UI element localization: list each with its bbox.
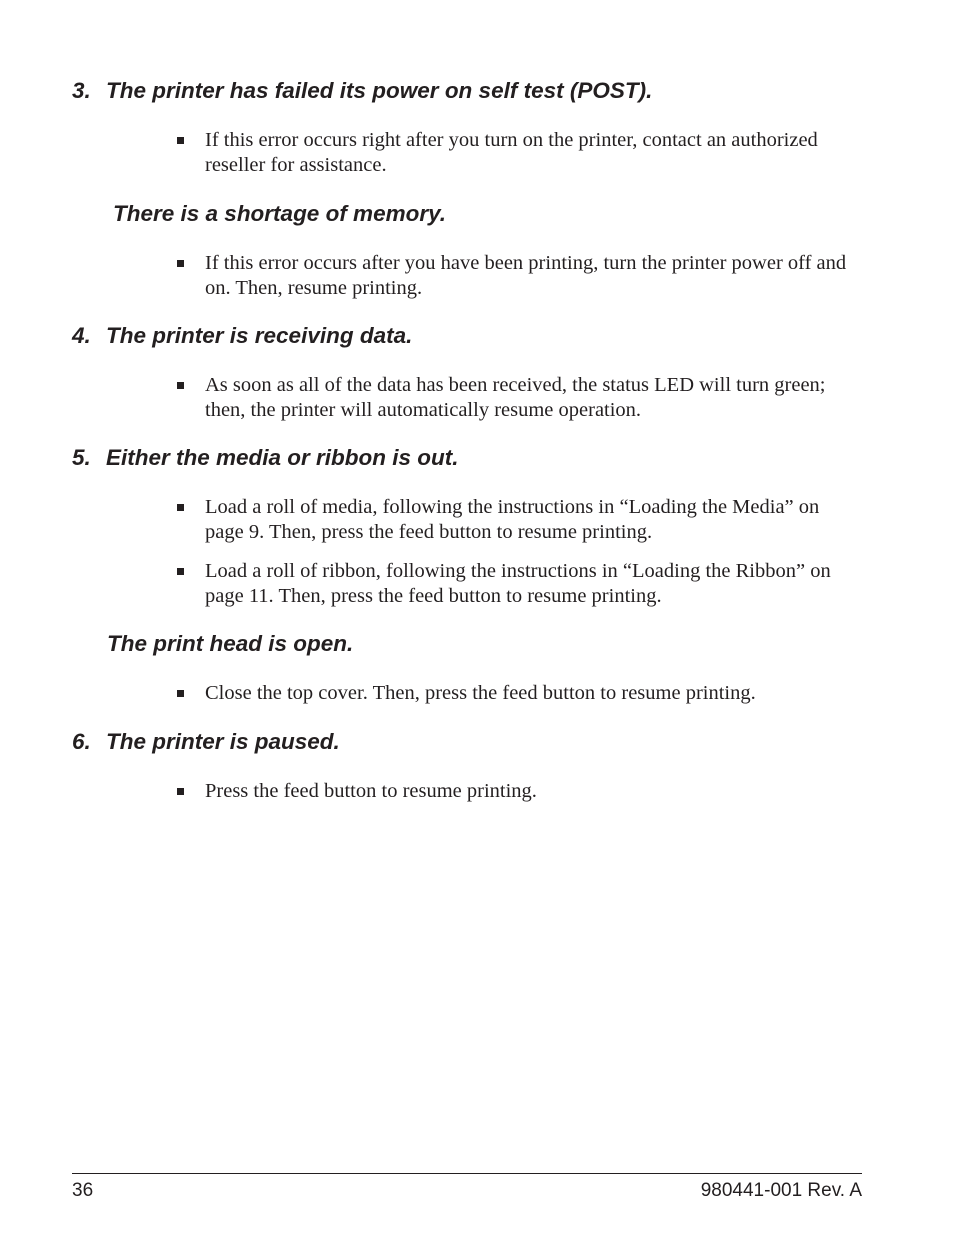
section-title: The printer is paused. <box>106 729 340 754</box>
list-item-text: Load a roll of ribbon, following the instructions in “Loading the Ribbon” on page 11. Then, press the feed button to resume printing. <box>205 560 831 607</box>
list-item <box>175 373 855 422</box>
list-item-text: Close the top cover. Then, press the feed button to resume printing. <box>205 682 756 704</box>
list-item <box>175 251 855 300</box>
list-item <box>175 681 855 706</box>
list-item-text: Load a roll of media, following the instructions in “Loading the Media” on page 9. Then, press the feed button to resume printing. <box>205 496 820 543</box>
bullet-square-icon <box>177 137 184 144</box>
list-item <box>175 779 855 804</box>
list-item-text: As soon as all of the data has been received, the status LED will turn green; then, the printer will automatically resume operation. <box>205 374 826 421</box>
list-item-text: If this error occurs right after you turn on the printer, contact an authorized reseller for assistance. <box>205 129 818 176</box>
footer-divider <box>72 1173 862 1174</box>
page-number: 36 <box>72 1180 94 1201</box>
section-heading-post-failure <box>72 78 652 104</box>
document-revision: 980441-001 Rev. A <box>700 1180 862 1201</box>
section-title: The print head is open. <box>107 631 354 656</box>
bullet-square-icon <box>177 568 184 575</box>
section-heading-printer-paused <box>72 729 340 755</box>
section-number: 5. <box>72 445 91 470</box>
section-heading-media-ribbon-out <box>72 445 459 471</box>
section-heading-receiving-data <box>72 323 412 349</box>
section-number: 6. <box>72 729 91 754</box>
list-item <box>175 559 855 608</box>
bullet-square-icon <box>177 690 184 697</box>
section-title: There is a shortage of memory. <box>113 201 447 226</box>
bullet-square-icon <box>177 382 184 389</box>
bullet-square-icon <box>177 788 184 795</box>
list-item <box>175 495 855 544</box>
list-item <box>175 128 855 177</box>
section-heading-print-head-open <box>107 631 353 657</box>
section-number: 3. <box>72 78 91 103</box>
list-item-text: Press the feed button to resume printing. <box>205 780 537 802</box>
section-title: The printer has failed its power on self test (POST). <box>106 78 653 103</box>
section-title: Either the media or ribbon is out. <box>106 445 459 470</box>
list-item-text: If this error occurs after you have been printing, turn the printer power off and on. Then, resume printing. <box>205 252 847 299</box>
section-number: 4. <box>72 323 91 348</box>
section-title: The printer is receiving data. <box>106 323 413 348</box>
bullet-square-icon <box>177 504 184 511</box>
bullet-square-icon <box>177 260 184 267</box>
section-heading-memory-shortage <box>113 201 446 227</box>
